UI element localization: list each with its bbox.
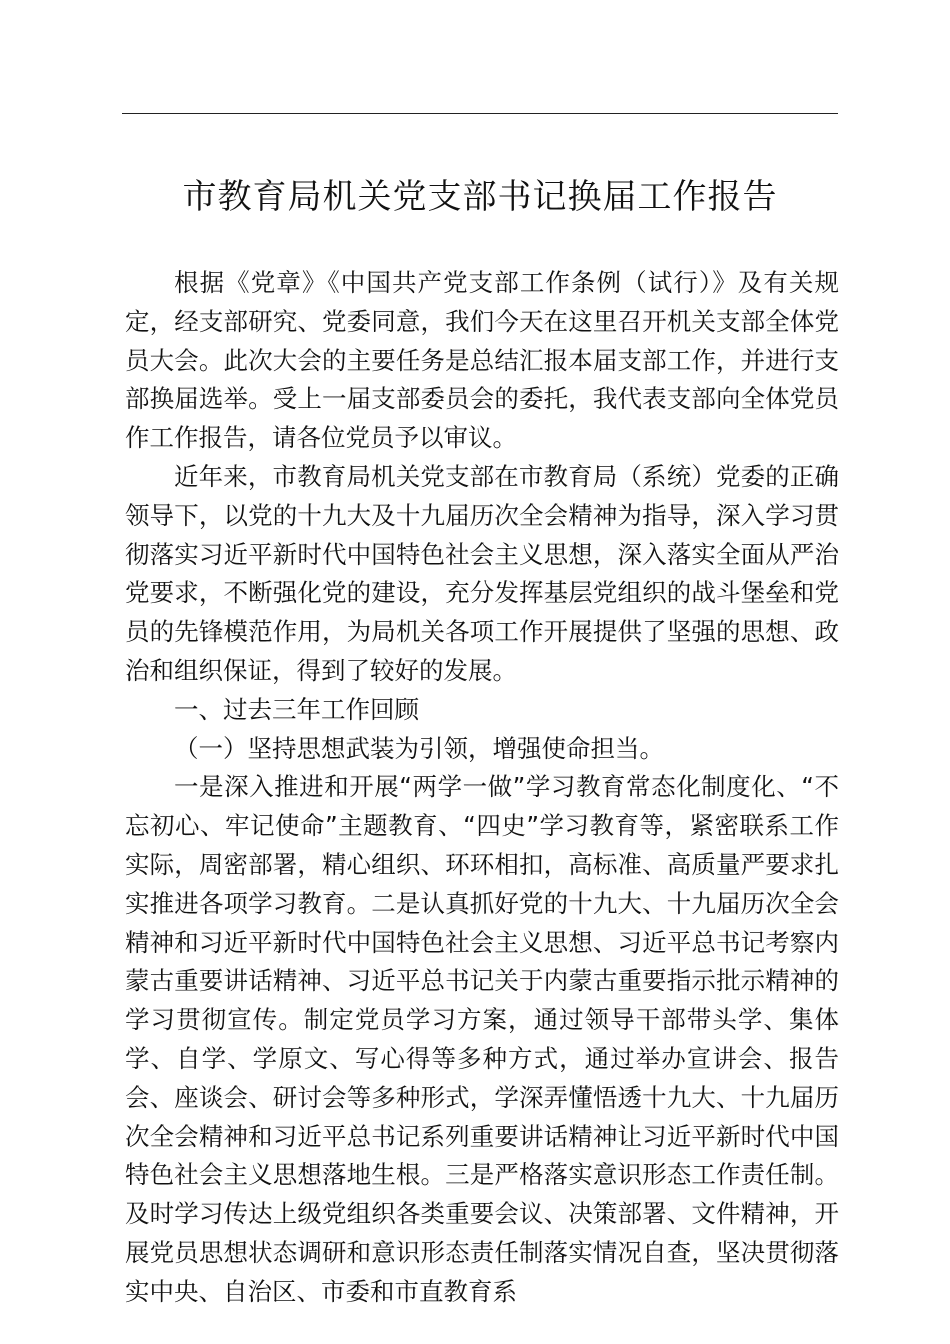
paragraph-details: 一是深入推进和开展“两学一做”学习教育常态化制度化、“不忘初心、牢记使命”主题教育、“四史”学习教育等，紧密联系工作实际，周密部署，精心组织、环环相扣，高标准、高质量严要求扎实推进各项学习教育。二是认真抓好党的十九大、十九届历次全会精神和习近平新时代中国特色社会主义思想、习近平总书记考察内蒙古重要讲话精神、习近平总书记关于内蒙古重要指示批示精神的学习贯彻宣传。制定党员学习方案，通过领导干部带头学、集体学、自学、学原文、写心得等多种方式，通过举办宣讲会、报告会、座谈会、研讨会等多种形式，学深弄懂悟透十九大、十九届历次全会精神和习近平总书记系列重要讲话精神让习近平新时代中国特色社会主义思想落地生根。三是严格落实意识形态工作责任制。及时学习传达上级党组织各类重要会议、决策部署、文件精神，开展党员思想状态调研和意识形态责任制落实情况自查，坚决贯彻落实中央、自治区、市委和市直教育系 xyxy=(125,772,839,1306)
paragraph-overview: 近年来，市教育局机关党支部在市教育局（系统）党委的正确领导下，以党的十九大及十九届历次全会精神为指导，深入学习贯彻落实习近平新时代中国特色社会主义思想，深入落实全面从严治党要求，不断强化党的建设，充分发挥基层党组织的战斗堡垒和党员的先锋模范作用，为局机关各项工作开展提供了坚强的思想、政治和组织保证，得到了较好的发展。 xyxy=(125,461,839,685)
header-rule xyxy=(122,113,838,114)
section-heading: 一、过去三年工作回顾 xyxy=(174,694,419,724)
paragraph-intro: 根据《党章》《中国共产党支部工作条例（试行）》及有关规定，经支部研究、党委同意，我们今天在这里召开机关支部全体党员大会。此次大会的主要任务是总结汇报本届支部工作，并进行支部换届选举。受上一届支部委员会的委托，我代表支部向全体党员作工作报告，请各位党员予以审议。 xyxy=(125,268,839,453)
document-body xyxy=(125,264,839,1312)
document-title: 市教育局机关党支部书记换届工作报告 xyxy=(182,177,778,217)
subsection-heading: （一）坚持思想武装为引领，增强使命担当。 xyxy=(174,733,664,763)
